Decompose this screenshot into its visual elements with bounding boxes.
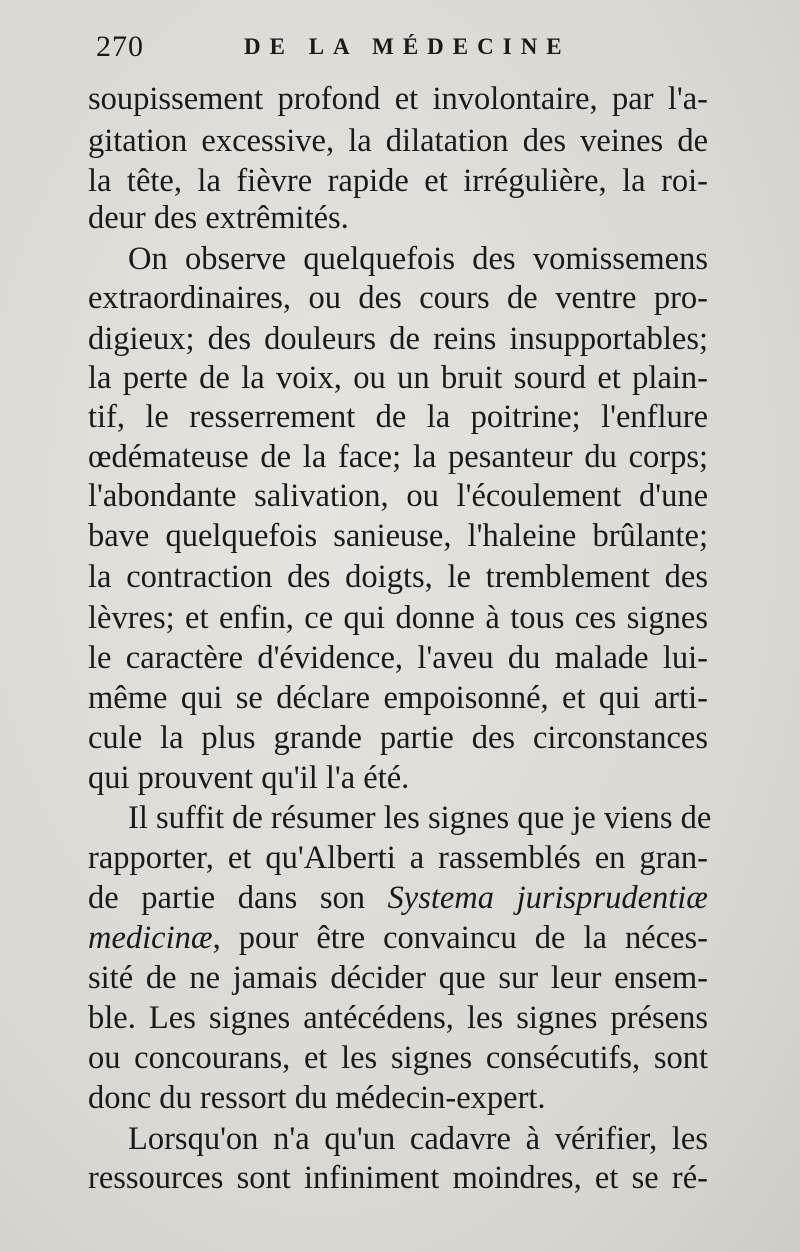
text-line: deur des extrêmités. bbox=[88, 200, 349, 236]
text-line: tif, le resserrement de la poitrine; l'enflure bbox=[88, 399, 708, 435]
text-line: rapporter, et qu'Alberti a rassemblés en gran- bbox=[88, 840, 708, 876]
text-line: extraordinaires, ou des cours de ventre pro- bbox=[88, 280, 708, 316]
text-line: l'abondante salivation, ou l'écoulement d'une bbox=[88, 478, 708, 514]
text-line: digieux; des douleurs de reins insupportables; bbox=[88, 321, 708, 357]
text-run: de partie dans son bbox=[88, 880, 388, 916]
text-run: , pour être convaincu de la néces- bbox=[212, 920, 708, 956]
text-line: bave quelquefois sanieuse, l'haleine brûlante; bbox=[88, 518, 708, 554]
text-line: donc du ressort du médecin-expert. bbox=[88, 1080, 546, 1116]
running-head: DE LA MÉDECINE bbox=[244, 34, 571, 59]
text-line: Il suffit de résumer les signes que je viens de bbox=[128, 800, 712, 836]
text-line: lèvres; et enfin, ce qui donne à tous ces signes bbox=[88, 600, 708, 636]
text-line: même qui se déclare empoisonné, et qui arti- bbox=[88, 680, 708, 716]
text-line: le caractère d'évidence, l'aveu du malade lui- bbox=[88, 640, 708, 676]
text-line: œdémateuse de la face; la pesanteur du corps; bbox=[88, 439, 708, 475]
text-line: la tête, la fièvre rapide et irrégulière, la roi- bbox=[88, 163, 708, 199]
text-line: la perte de la voix, ou un bruit sourd et plain- bbox=[88, 360, 708, 396]
text-line: sité de ne jamais décider que sur leur ensem- bbox=[88, 960, 708, 996]
page-number: 270 bbox=[96, 30, 144, 63]
text-line: qui prouvent qu'il l'a été. bbox=[88, 760, 410, 796]
text-line bbox=[88, 917, 708, 959]
text-line: soupissement profond et involontaire, par l'a- bbox=[88, 81, 708, 117]
italic-title: Systema jurisprudentiæ bbox=[387, 880, 708, 916]
text-line bbox=[88, 877, 708, 919]
text-line: ressources sont infiniment moindres, et se ré- bbox=[88, 1160, 708, 1196]
text-line: gitation excessive, la dilatation des veines de bbox=[88, 123, 708, 159]
text-line: la contraction des doigts, le tremblement des bbox=[88, 559, 708, 595]
text-line: Lorsqu'on n'a qu'un cadavre à vérifier, les bbox=[128, 1121, 708, 1157]
italic-title: medicinæ bbox=[88, 920, 213, 956]
text-line: ou concourans, et les signes consécutifs, sont bbox=[88, 1040, 708, 1076]
text-line: On observe quelquefois des vomissemens bbox=[128, 241, 708, 277]
text-line: cule la plus grande partie des circonstances bbox=[88, 720, 708, 756]
text-line: ble. Les signes antécédens, les signes présens bbox=[88, 1000, 708, 1036]
